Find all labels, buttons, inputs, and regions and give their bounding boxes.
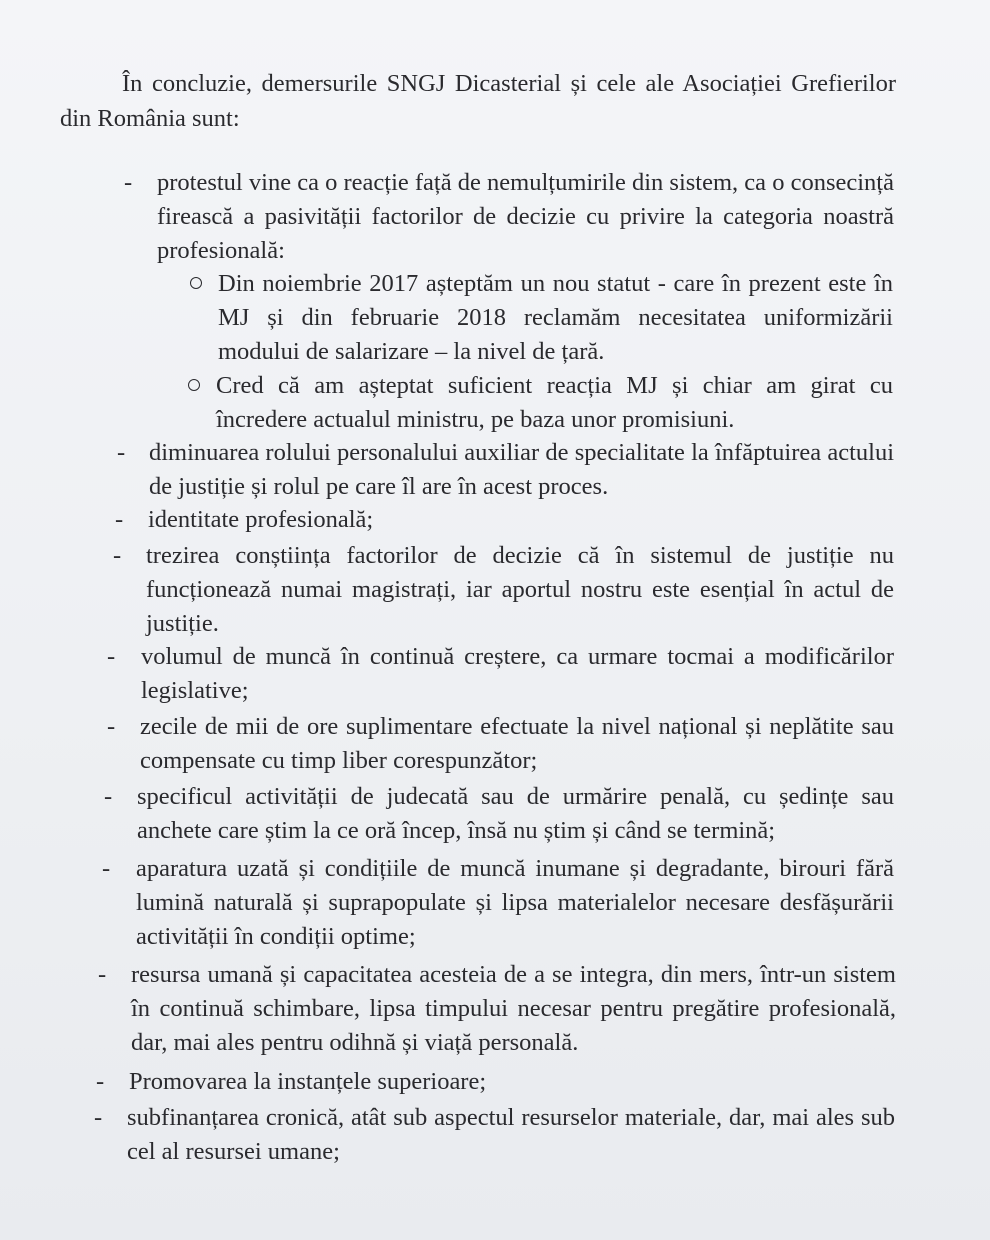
list-dash: - — [117, 439, 126, 466]
circle-bullet-icon — [188, 379, 200, 391]
list-item: resursa umană și capacitatea acesteia de a se integra, din mers, într-un sistem în continuă schimbare, lipsa timpului necesar pentru pregătire profesională, dar, mai ales pentru odihnă și viață personală. — [131, 961, 896, 1056]
list-item: aparatura uzată și condițiile de muncă inumane și degradante, birouri fără lumină naturală și suprapopulate și lipsa materialelor necesare desfășurării activității în condiții optime; — [136, 855, 894, 950]
sub-list-item: Cred că am așteptat suficient reacția MJ și chiar am girat cu încredere actualul ministru, pe baza unor promisiuni. — [216, 372, 893, 433]
list-dash: - — [98, 961, 107, 988]
list-dash: - — [104, 783, 113, 810]
list-dash: - — [124, 169, 133, 196]
sub-list-item: Din noiembrie 2017 așteptăm un nou statut - care în prezent este în MJ și din februarie 2018 reclamăm necesitatea uniformizării modului de salarizare – la nivel de țară. — [218, 270, 893, 365]
circle-bullet-icon — [190, 277, 202, 289]
list-item: zecile de mii de ore suplimentare efectuate la nivel național și neplătite sau compensate cu timp liber corespunzător; — [140, 713, 894, 774]
list-item: Promovarea la instanțele superioare; — [129, 1068, 487, 1095]
list-dash: - — [102, 855, 111, 882]
list-dash: - — [94, 1104, 103, 1131]
list-item: diminuarea rolului personalului auxiliar de specialitate la înfăptuirea actului de justiție și rolul pe care îl are în acest proces. — [149, 439, 894, 500]
list-item: trezirea conștiința factorilor de decizie că în sistemul de justiție nu funcționează numai magistrați, iar aportul nostru este esențial în actul de justiție. — [146, 542, 894, 637]
list-item: subfinanțarea cronică, atât sub aspectul resurselor materiale, dar, mai ales sub cel al resursei umane; — [127, 1104, 895, 1165]
intro-paragraph: În concluzie, demersurile SNGJ Dicasterial și cele ale Asociației Grefierilor din România sunt: — [60, 70, 896, 132]
list-dash: - — [113, 542, 122, 569]
list-item: identitate profesională; — [148, 506, 374, 533]
list-dash: - — [115, 506, 124, 533]
list-item: protestul vine ca o reacție față de nemulțumirile din sistem, ca o consecință firească a pasivității factorilor de decizie cu privire la categoria noastră profesională: — [157, 169, 894, 264]
list-dash: - — [107, 713, 116, 740]
list-dash: - — [107, 643, 116, 670]
list-item: volumul de muncă în continuă creștere, ca urmare tocmai a modificărilor legislative; — [141, 643, 894, 704]
list-item: specificul activității de judecată sau de urmărire penală, cu ședințe sau anchete care știm la ce oră încep, însă nu știm și când se termină; — [137, 783, 894, 844]
list-dash: - — [96, 1068, 105, 1095]
